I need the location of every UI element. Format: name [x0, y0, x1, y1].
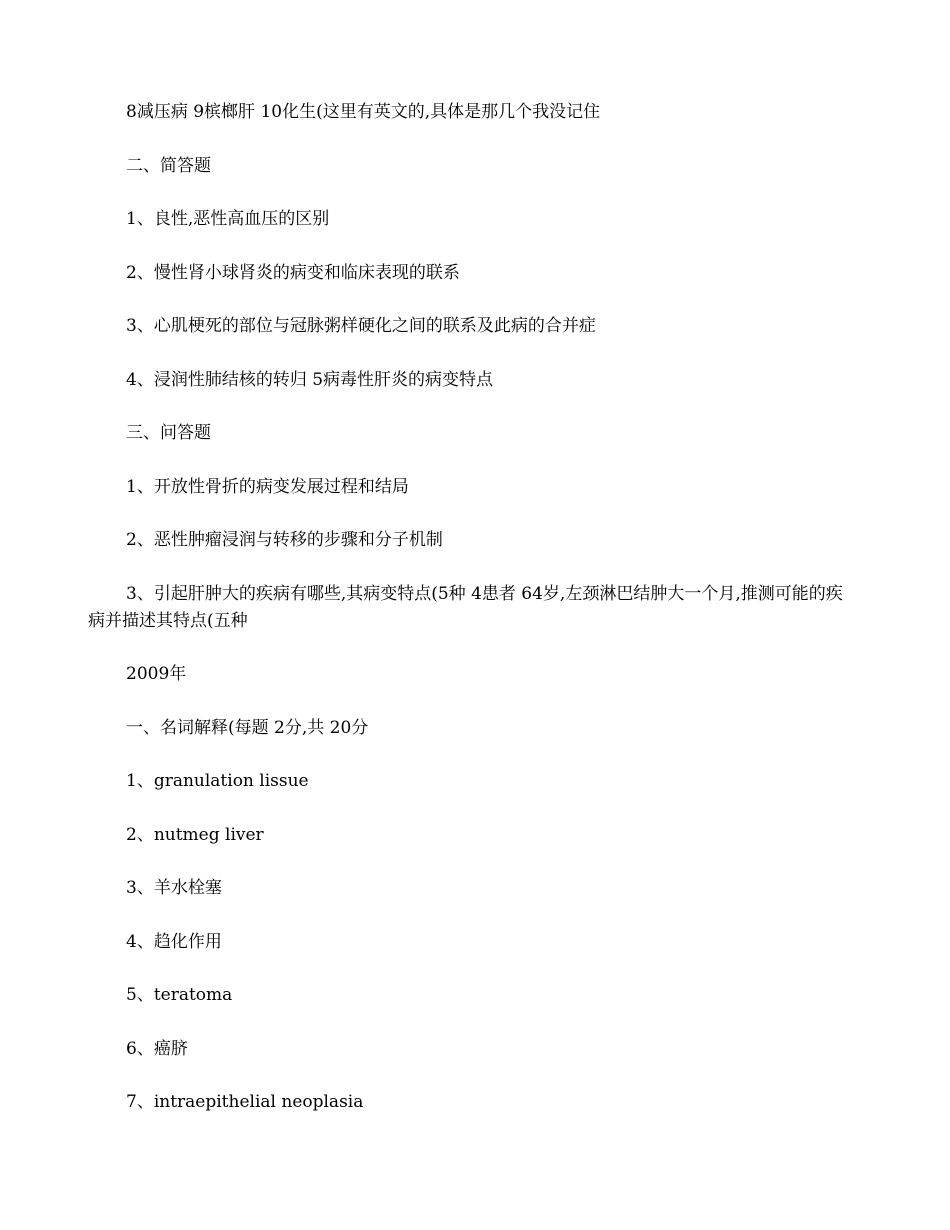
term-item: 4、趋化作用	[126, 931, 222, 952]
question-item: 1、开放性骨折的病变发展过程和结局	[126, 476, 409, 497]
question-item: 2、恶性肿瘤浸润与转移的步骤和分子机制	[126, 530, 443, 550]
year-heading: 2009年	[126, 664, 187, 684]
document-body	[88, 99, 854, 1143]
term-item: 6、癌脐	[126, 1038, 188, 1059]
section-heading-short-answer: 二、简答题	[126, 155, 211, 176]
paragraph-previous-terms: 8减压病 9槟榔肝 10化生(这里有英文的,具体是那几个我没记住	[126, 102, 601, 122]
question-item: 1、良性,恶性高血压的区别	[126, 209, 330, 229]
question-item: 3、心肌梗死的部位与冠脉粥样硬化之间的联系及此病的合并症	[126, 316, 596, 336]
question-item: 2、慢性肾小球肾炎的病变和临床表现的联系	[126, 262, 460, 283]
section-heading-terms: 一、名词解释(每题 2分,共 20分	[126, 717, 369, 738]
term-item: 2、nutmeg liver	[126, 824, 264, 845]
question-item: 3、引起肝肿大的疾病有哪些,其病变特点(5种 4患者 64岁,左颈淋巴结肿大一个月,推测可能的疾病并描述其特点(五种	[88, 583, 843, 631]
term-item: 3、羊水栓塞	[126, 878, 222, 898]
term-item: 1、granulation lissue	[126, 771, 309, 791]
term-item: 7、intraepithelial neoplasia	[126, 1092, 364, 1112]
term-item: 5、teratoma	[126, 985, 233, 1005]
section-heading-essay: 三、问答题	[126, 423, 211, 443]
question-item: 4、浸润性肺结核的转归 5病毒性肝炎的病变特点	[126, 369, 494, 390]
